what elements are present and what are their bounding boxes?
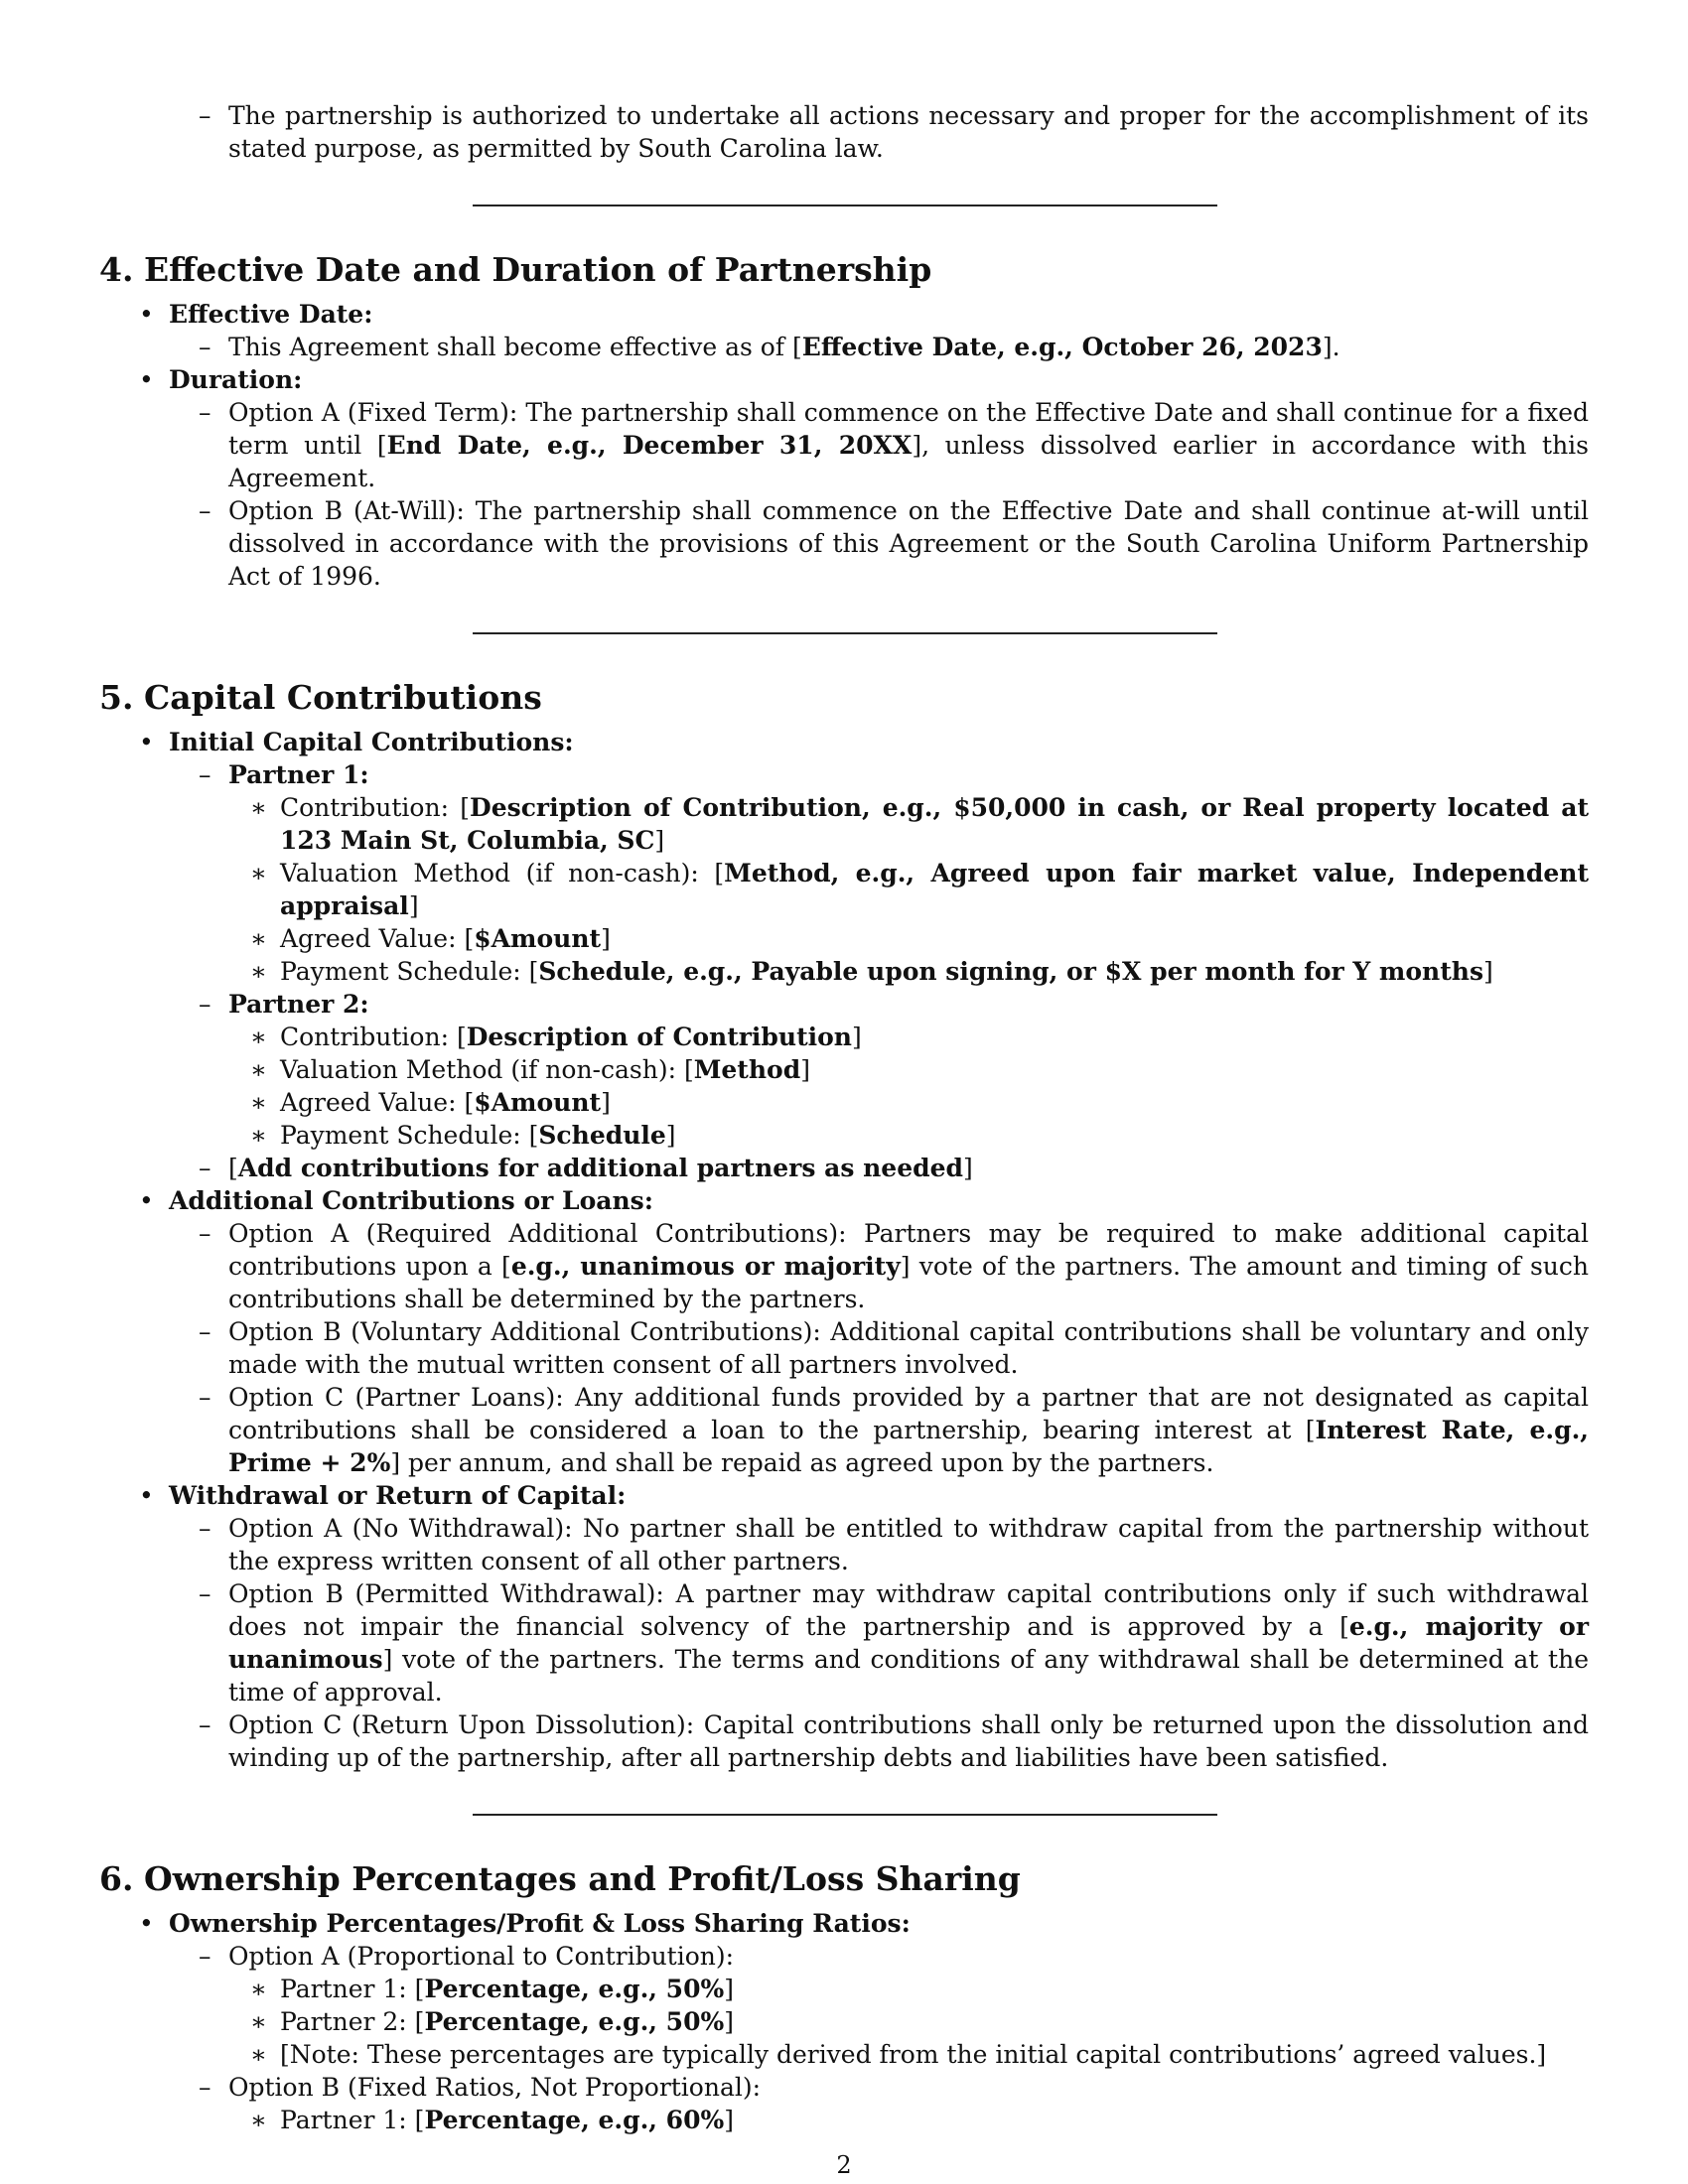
p2-valuation: ∗ Valuation Method (if non-cash): [Method] bbox=[280, 1053, 1589, 1086]
a-partner-1-pct: ∗ Partner 1: [Percentage, e.g., 50%] bbox=[280, 1973, 1589, 2005]
p2-payment-schedule: ∗ Payment Schedule: [Schedule] bbox=[280, 1119, 1589, 1152]
p2-agreed-value: ∗ Agreed Value: [$Amount] bbox=[280, 1086, 1589, 1119]
p1-agreed-value: ∗ Agreed Value: [$Amount] bbox=[280, 922, 1589, 955]
withdrawal-label: • Withdrawal or Return of Capital: bbox=[169, 1479, 1589, 1512]
withdrawal-option-c: – Option C (Return Upon Dissolution): Capital contributions shall only be returned upon the dissolution and winding up of the partnership, after all partnership debts and liabilities have been satisfied. bbox=[228, 1708, 1589, 1774]
additional-option-c: – Option C (Partner Loans): Any additional funds provided by a partner that are not designated as capital contributions shall be considered a loan to the partnership, bearing interest at [Interest Rate, e.g., Prime + 2%] per annum, and shall be repaid as agreed upon by the partners. bbox=[228, 1381, 1589, 1479]
section-divider bbox=[473, 1814, 1217, 1816]
purpose-authority-item: – The partnership is authorized to undertake all actions necessary and proper for the accomplishment of its stated purpose, as permitted by South Carolina law. bbox=[228, 99, 1589, 165]
section-6-heading: 6. Ownership Percentages and Profit/Loss Sharing bbox=[99, 1859, 1021, 1898]
end-date-placeholder: End Date, e.g., December 31, 20XX bbox=[386, 431, 913, 460]
duration-label: • Duration: bbox=[169, 363, 1589, 396]
p2-contribution: ∗ Contribution: [Description of Contribution] bbox=[280, 1021, 1589, 1053]
document-page bbox=[99, 99, 1589, 2136]
section-5-heading: 5. Capital Contributions bbox=[99, 678, 542, 717]
effective-date-placeholder: Effective Date, e.g., October 26, 2023 bbox=[801, 333, 1323, 361]
section-divider bbox=[473, 205, 1217, 206]
b-partner-1-pct: ∗ Partner 1: [Percentage, e.g., 60%] bbox=[280, 2104, 1589, 2136]
a-partner-2-pct: ∗ Partner 2: [Percentage, e.g., 50%] bbox=[280, 2005, 1589, 2038]
additional-partners-item: – [Add contributions for additional partners as needed] bbox=[228, 1152, 1589, 1184]
withdrawal-option-b: – Option B (Permitted Withdrawal): A partner may withdraw capital contributions only if such withdrawal does not impair the financial solvency of the partnership and is approved by a [e.g., majority or unanimous] vote of the partners. The terms and conditions of any withdrawal shall be determined at the time of approval. bbox=[228, 1577, 1589, 1708]
ownership-option-b: – Option B (Fixed Ratios, Not Proportional): bbox=[228, 2071, 1589, 2104]
p1-payment-schedule: ∗ Payment Schedule: [Schedule, e.g., Payable upon signing, or $X per month for Y months] bbox=[280, 955, 1589, 988]
duration-option-b: – Option B (At-Will): The partnership shall commence on the Effective Date and shall continue at-will until dissolved in accordance with the provisions of this Agreement or the South Carolina Uniform Partnership Act of 1996. bbox=[228, 494, 1589, 593]
partner-1-label: – Partner 1: bbox=[228, 758, 1589, 791]
ownership-label: • Ownership Percentages/Profit & Loss Sharing Ratios: bbox=[169, 1907, 1589, 1940]
additional-option-a: – Option A (Required Additional Contributions): Partners may be required to make additional capital contributions upon a [e.g., unanimous or majority] vote of the partners. The amount and timing of such contributions shall be determined by the partners. bbox=[228, 1217, 1589, 1315]
page-number: 2 bbox=[836, 2151, 852, 2179]
effective-date-item: – This Agreement shall become effective as of [Effective Date, e.g., October 26, 2023]. bbox=[228, 331, 1589, 363]
effective-date-label: • Effective Date: bbox=[169, 298, 1589, 331]
additional-contributions-label: • Additional Contributions or Loans: bbox=[169, 1184, 1589, 1217]
ownership-option-a: – Option A (Proportional to Contribution): bbox=[228, 1940, 1589, 1973]
initial-contributions-label: • Initial Capital Contributions: bbox=[169, 726, 1589, 758]
p1-valuation: ∗ Valuation Method (if non-cash): [Method, e.g., Agreed upon fair market value, Independent appraisal] bbox=[280, 857, 1589, 922]
a-note: ∗ [Note: These percentages are typically derived from the initial capital contributions’ agreed values.] bbox=[280, 2038, 1589, 2071]
duration-option-a: – Option A (Fixed Term): The partnership shall commence on the Effective Date and shall continue for a fixed term until [End Date, e.g., December 31, 20XX], unless dissolved earlier in accordance with this Agreement. bbox=[228, 396, 1589, 494]
section-4-heading: 4. Effective Date and Duration of Partnership bbox=[99, 250, 932, 289]
withdrawal-option-a: – Option A (No Withdrawal): No partner shall be entitled to withdraw capital from the partnership without the express written consent of all other partners. bbox=[228, 1512, 1589, 1577]
section-divider bbox=[473, 632, 1217, 634]
p1-contribution: ∗ Contribution: [Description of Contribution, e.g., $50,000 in cash, or Real property located at 123 Main St, Columbia, SC] bbox=[280, 791, 1589, 857]
additional-option-b: – Option B (Voluntary Additional Contributions): Additional capital contributions shall be voluntary and only made with the mutual written consent of all partners involved. bbox=[228, 1315, 1589, 1381]
partner-2-label: – Partner 2: bbox=[228, 988, 1589, 1021]
